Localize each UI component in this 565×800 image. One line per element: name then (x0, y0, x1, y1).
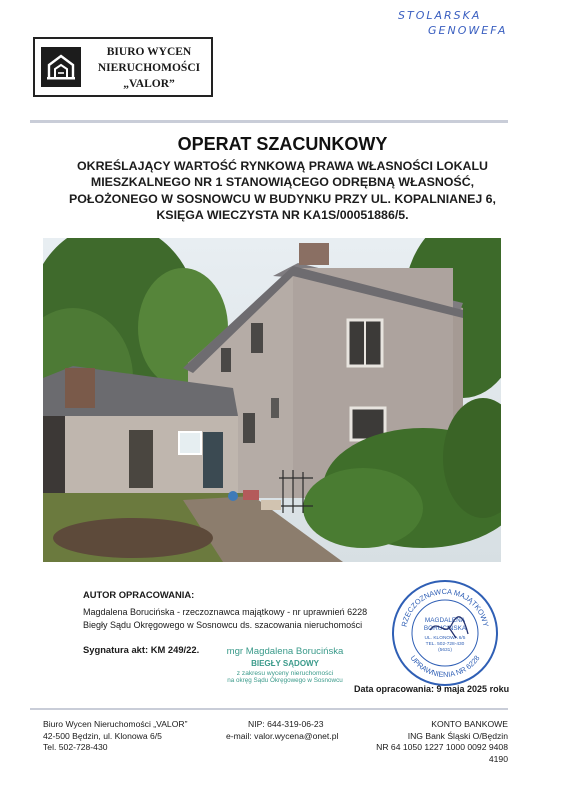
case-signature: Sygnatura akt: KM 249/22. (83, 644, 200, 655)
author-block (83, 588, 367, 632)
subtitle-line: MIESZKALNEGO NR 1 STANOWIĄCEGO ODRĘBNĄ WŁASNOŚĆ, (90, 175, 475, 190)
stamp-name-line-3: z zakresu wyceny nieruchomości (236, 670, 334, 677)
seal-name-2: BORUCIŃSKA (423, 625, 467, 632)
footer-address: 42-500 Będzin, ul. Klonowa 6/5 (43, 730, 162, 741)
logo-line-1: BIURO WYCEN (106, 46, 192, 58)
handwritten-line-2: GENOWEFA (428, 24, 508, 37)
seal-addr-3: (5631) (438, 648, 452, 653)
footer-center (226, 719, 338, 742)
stamp-name-line-4: na okręg Sądu Okręgowego w Sosnowcu (227, 677, 343, 684)
footer-phone: Tel. 502-728-430 (43, 742, 108, 752)
document-title: OPERAT SZACUNKOWY (177, 134, 388, 154)
company-logo-box (33, 37, 213, 97)
preparation-date: Data opracowania: 9 maja 2025 roku (354, 684, 510, 694)
footer-nip: NIP: 644-319-06-23 (248, 719, 324, 729)
author-line-2: Biegły Sądu Okręgowego w Sosnowcu ds. szacowania nieruchomości (83, 620, 363, 630)
stamp-name-line-2: BIEGŁY SĄDOWY (251, 659, 319, 668)
document-subtitle (40, 158, 525, 224)
footer-company: Biuro Wycen Nieruchomości „VALOR” (43, 719, 188, 729)
subtitle-line: POŁOŻONEGO W SOSNOWCU W BUDYNKU PRZY UL. KOPALNIANEJ 6, (68, 191, 497, 206)
stamp-name-line-1: mgr Magdalena Borucińska (226, 646, 344, 657)
building-photo (43, 238, 501, 562)
footer-bank-account: NR 64 1050 1227 1000 0092 9408 4190 (376, 742, 508, 764)
seal-name-1: MAGDALENA (424, 617, 466, 624)
handwritten-line-1: STOLARSKA (398, 9, 482, 22)
author-heading: AUTOR OPRACOWANIA: (83, 589, 195, 600)
handwritten-note (398, 8, 507, 38)
author-line-1: Magdalena Borucińska - rzeczoznawca majątkowy - nr uprawnień 6228 (83, 607, 368, 617)
subtitle-line: KSIĘGA WIECZYSTA NR KA1S/00051886/5. (156, 208, 409, 223)
subtitle-line: OKREŚLAJĄCY WARTOŚĆ RYNKOWĄ PRAWA WŁASNOŚCI LOKALU (77, 159, 488, 173)
logo-line-2: NIERUCHOMOŚCI (97, 62, 201, 74)
footer-bank-name: ING Bank Śląski O/Będzin (407, 730, 508, 741)
footer-rule (30, 708, 508, 710)
footer-email[interactable]: e-mail: valor.wycena@onet.pl (226, 730, 339, 741)
footer-right (360, 719, 508, 765)
expert-name-stamp (215, 646, 355, 684)
seal-bottom-arc: UPRAWNIENIA NR 6228 (408, 653, 482, 680)
footer-bank-heading: KONTO BANKOWE (431, 719, 508, 729)
appraiser-seal (390, 578, 500, 688)
header-rule (30, 120, 508, 123)
seal-addr-1: UL. KLONOWA 6/5 (424, 636, 466, 641)
footer-left (43, 719, 187, 754)
seal-addr-2: TEL. 502-728-430 (425, 642, 465, 647)
house-logo-icon (41, 47, 81, 87)
company-logo-text (87, 44, 211, 92)
logo-line-3: „VALOR” (123, 78, 175, 90)
seal-top-arc: RZECZOZNAWCA MAJĄTKOWY (399, 586, 491, 628)
